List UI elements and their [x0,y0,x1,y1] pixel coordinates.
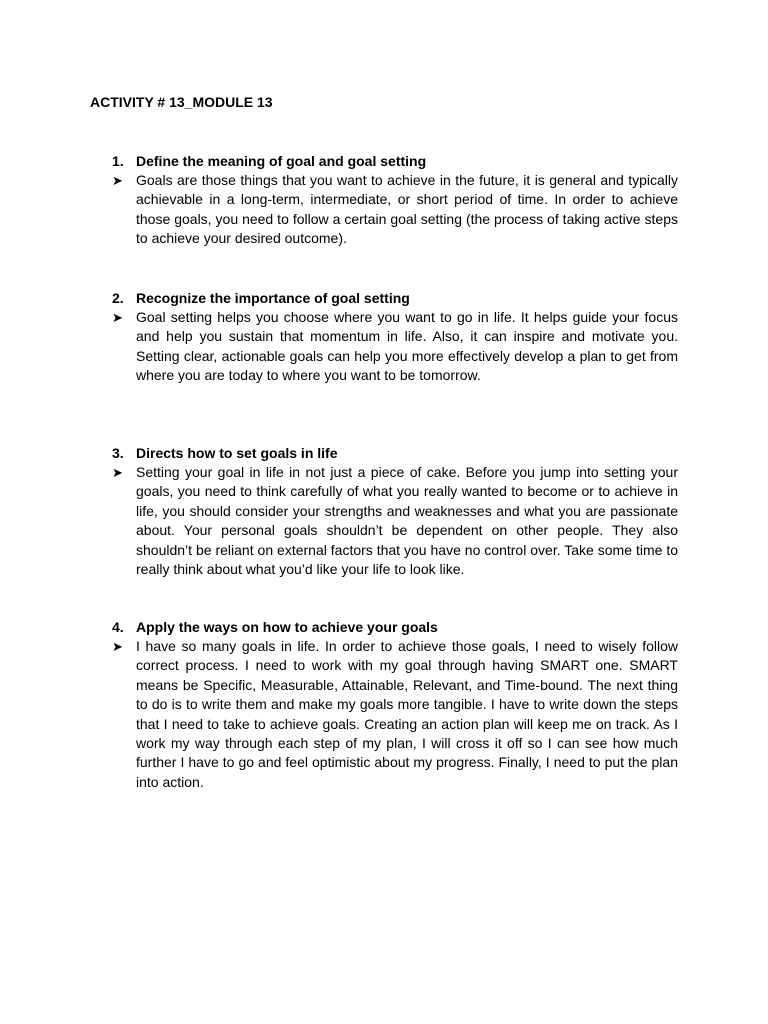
section-heading-text: Recognize the importance of goal setting [136,290,410,306]
section-heading [112,444,678,463]
section-number: 2. [112,290,124,306]
arrow-bullet-icon: ➤ [112,465,123,480]
document-title: ACTIVITY # 13_MODULE 13 [90,94,273,110]
arrow-bullet-icon: ➤ [112,173,123,188]
section-heading [112,152,678,171]
arrow-bullet-icon: ➤ [112,639,123,654]
section-heading-text: Apply the ways on how to achieve your goals [136,619,438,635]
bullet-item [112,463,678,579]
bullet-text: Goals are those things that you want to achieve in the future, it is general and typically achievable in a long-term, intermediate, or short period of time. In order to achieve those goals, you need to follow a certain goal setting (the process of taking active steps to achieve your desired outcome). [136,172,678,247]
arrow-bullet-icon: ➤ [112,310,123,325]
section-number: 3. [112,445,124,461]
section-goal-importance [112,289,678,386]
bullet-item [112,637,678,792]
section-achieve-goals [112,618,678,792]
section-heading [112,618,678,637]
section-number: 1. [112,153,124,169]
section-number: 4. [112,619,124,635]
bullet-item [112,171,678,249]
section-goal-meaning [112,152,678,249]
bullet-text: Setting your goal in life in not just a piece of cake. Before you jump into setting your goals, you need to think carefully of what you really wanted to become or to achieve in life, you should consider your strengths and weaknesses and what you are passionate about. Your personal goals shouldn’t be dependent on other people. They also shouldn’t be reliant on external factors that you have no control over. Take some time to really think about what you’d like your life to look like. [136,464,678,578]
section-heading-text: Directs how to set goals in life [136,445,338,461]
section-heading-text: Define the meaning of goal and goal setting [136,153,427,169]
bullet-text: I have so many goals in life. In order to achieve those goals, I need to wisely follow correct process. I need to work with my goal through having SMART one. SMART means be Specific, Measurable, Attainable, Relevant, and Time-bound. The next thing to do is to write them and make my goals more tangible. I have to write down the steps that I need to take to achieve goals. Creating an action plan will keep me on track. As I work my way through each step of my plan, I will cross it off so I can see how much further I have to go and feel optimistic about my progress. Finally, I need to put the plan into action. [136,638,678,790]
bullet-text: Goal setting helps you choose where you want to go in life. It helps guide your focus and help you sustain that momentum in life. Also, it can inspire and motivate you. Setting clear, actionable goals can help you more effectively develop a plan to get from where you are today to where you want to be tomorrow. [136,309,678,384]
bullet-item [112,308,678,386]
section-how-to-set-goals [112,444,678,579]
section-heading [112,289,678,308]
